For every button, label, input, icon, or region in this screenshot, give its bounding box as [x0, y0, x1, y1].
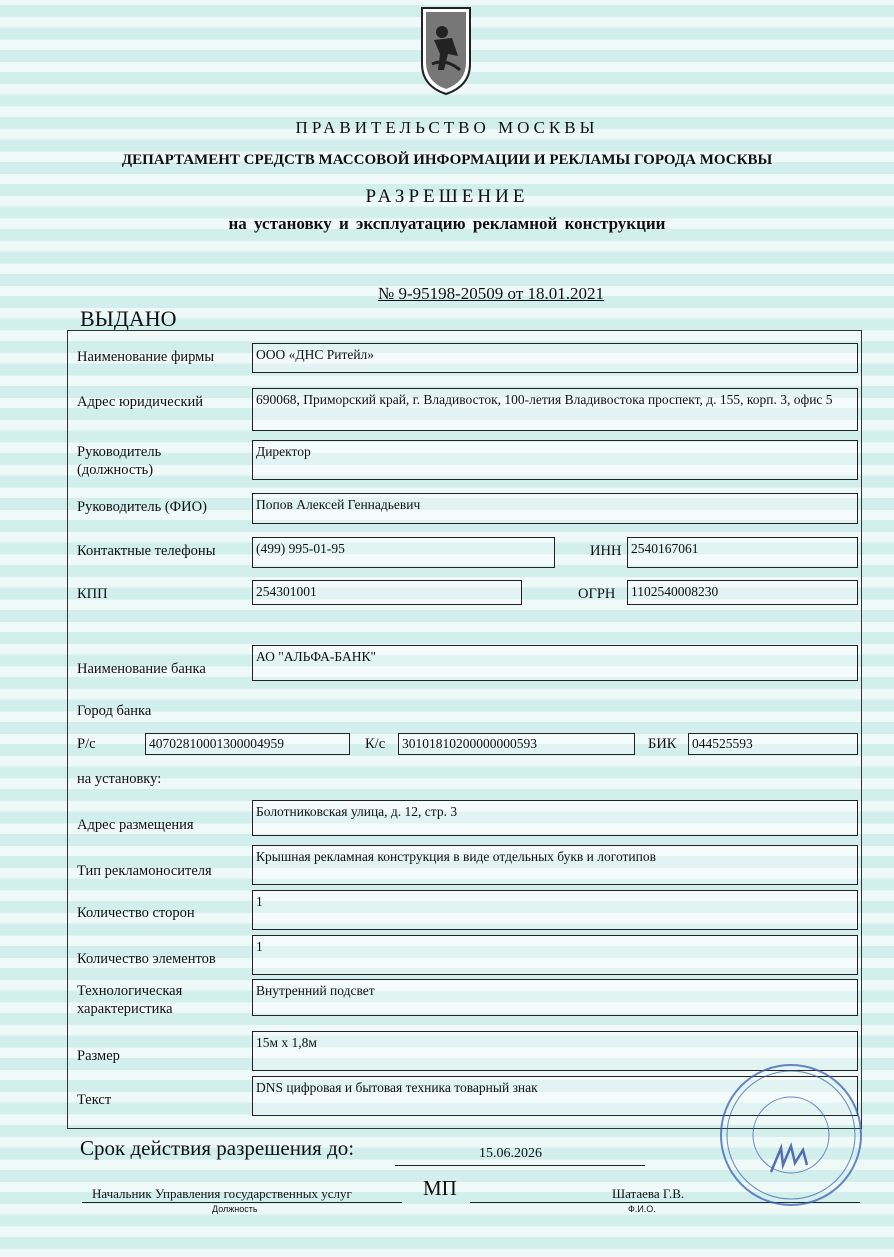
permit-number: № 9-95198-20509 от 18.01.2021	[378, 284, 604, 303]
document-subtitle: на установку и эксплуатацию рекламной конструкции	[228, 214, 666, 233]
government-title: ПРАВИТЕЛЬСТВО МОСКВЫ	[295, 118, 599, 137]
signer-position: Начальник Управления государственных услуг	[92, 1186, 352, 1201]
place-field: Болотниковская улица, д. 12, стр. 3	[252, 800, 858, 836]
phones-label: Контактные телефоны	[77, 543, 216, 559]
head-position-field: Директор	[252, 440, 858, 480]
ks-field: 30101810200000000593	[398, 733, 635, 755]
head-position-label: Руководитель (должность)	[77, 444, 162, 478]
text-field: DNS цифровая и бытовая техника товарный знак	[252, 1076, 858, 1116]
firm-field: ООО «ДНС Ритейл»	[252, 343, 858, 373]
name-caption: Ф.И.О.	[628, 1204, 656, 1214]
type-field: Крышная рекламная конструкция в виде отдельных букв и логотипов	[252, 845, 858, 885]
stamp-place-mark: МП	[423, 1176, 457, 1200]
department-title: ДЕПАРТАМЕНТ СРЕДСТВ МАССОВОЙ ИНФОРМАЦИИ И РЕКЛАМЫ ГОРОДА МОСКВЫ	[121, 152, 773, 168]
bik-label: БИК	[648, 736, 677, 752]
address-label: Адрес юридический	[77, 394, 204, 410]
validity-label: Срок действия разрешения до:	[80, 1136, 355, 1160]
ogrn-label: ОГРН	[578, 586, 616, 602]
elements-label: Количество элементов	[77, 951, 216, 967]
position-caption: Должность	[212, 1204, 258, 1214]
inn-label: ИНН	[590, 543, 622, 559]
ks-label: К/с	[365, 736, 386, 752]
rs-label: Р/с	[77, 736, 96, 752]
ogrn-field: 1102540008230	[627, 580, 858, 605]
type-label: Тип рекламоносителя	[77, 863, 212, 879]
kpp-label: КПП	[77, 586, 108, 602]
bik-field: 044525593	[688, 733, 858, 755]
issued-heading: ВЫДАНО	[80, 306, 177, 331]
bank-label: Наименование банка	[77, 661, 206, 677]
rs-field: 40702810001300004959	[145, 733, 350, 755]
official-stamp-seal	[716, 1060, 866, 1210]
signature-mark	[771, 1146, 807, 1172]
document-title: РАЗРЕШЕНИЕ	[365, 186, 529, 207]
inn-field: 2540167061	[627, 537, 858, 568]
sides-label: Количество сторон	[77, 905, 195, 921]
head-name-label: Руководитель (ФИО)	[77, 499, 207, 515]
place-label: Адрес размещения	[77, 817, 194, 833]
validity-date: 15.06.2026	[479, 1146, 542, 1161]
size-field: 15м х 1,8м	[252, 1031, 858, 1071]
tech-field: Внутренний подсвет	[252, 979, 858, 1016]
bank-city-label: Город банка	[77, 703, 152, 719]
moscow-coat-of-arms-emblem	[418, 4, 474, 96]
tech-label: Технологическая характеристика	[77, 983, 183, 1017]
sides-field: 1	[252, 890, 858, 930]
kpp-field: 254301001	[252, 580, 522, 605]
phones-field: (499) 995-01-95	[252, 537, 555, 568]
address-field: 690068, Приморский край, г. Владивосток, 100-летия Владивостока проспект, д. 155, корп. 3, офис 5	[252, 388, 858, 431]
elements-field: 1	[252, 935, 858, 975]
installation-heading: на установку:	[77, 771, 162, 787]
firm-label: Наименование фирмы	[77, 349, 215, 365]
text-label: Текст	[77, 1092, 112, 1108]
bank-field: АО "АЛЬФА-БАНК"	[252, 645, 858, 681]
signer-name: Шатаева Г.В.	[612, 1186, 685, 1201]
size-label: Размер	[77, 1048, 120, 1064]
head-name-field: Попов Алексей Геннадьевич	[252, 493, 858, 524]
